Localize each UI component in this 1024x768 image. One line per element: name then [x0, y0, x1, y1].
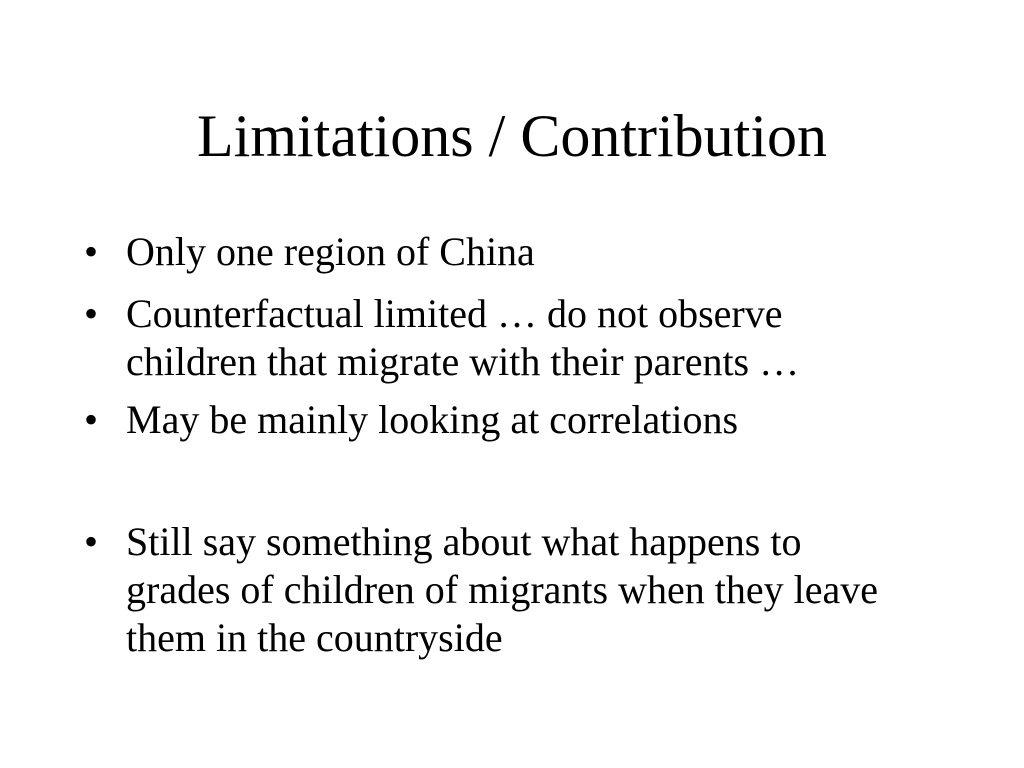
bullet-item — [84, 228, 914, 276]
bullet-text: Still say something about what happens to grades of children of migrants when they leave them in the countryside — [126, 519, 878, 660]
bullet-text: Counterfactual limited … do not observe children that migrate with their parents … — [126, 291, 800, 384]
bullet-dot-icon: • — [84, 519, 99, 564]
bullet-item — [84, 290, 914, 386]
bullet-item — [84, 518, 914, 662]
bullet-text: May be mainly looking at correlations — [126, 397, 739, 442]
bullet-dot-icon: • — [84, 397, 99, 442]
slide-title: Limitations / Contribution — [197, 103, 827, 169]
bullet-dot-icon: • — [84, 229, 99, 274]
bullet-dot-icon: • — [84, 291, 99, 336]
bullet-item — [84, 396, 914, 444]
bullet-text: Only one region of China — [126, 229, 535, 274]
